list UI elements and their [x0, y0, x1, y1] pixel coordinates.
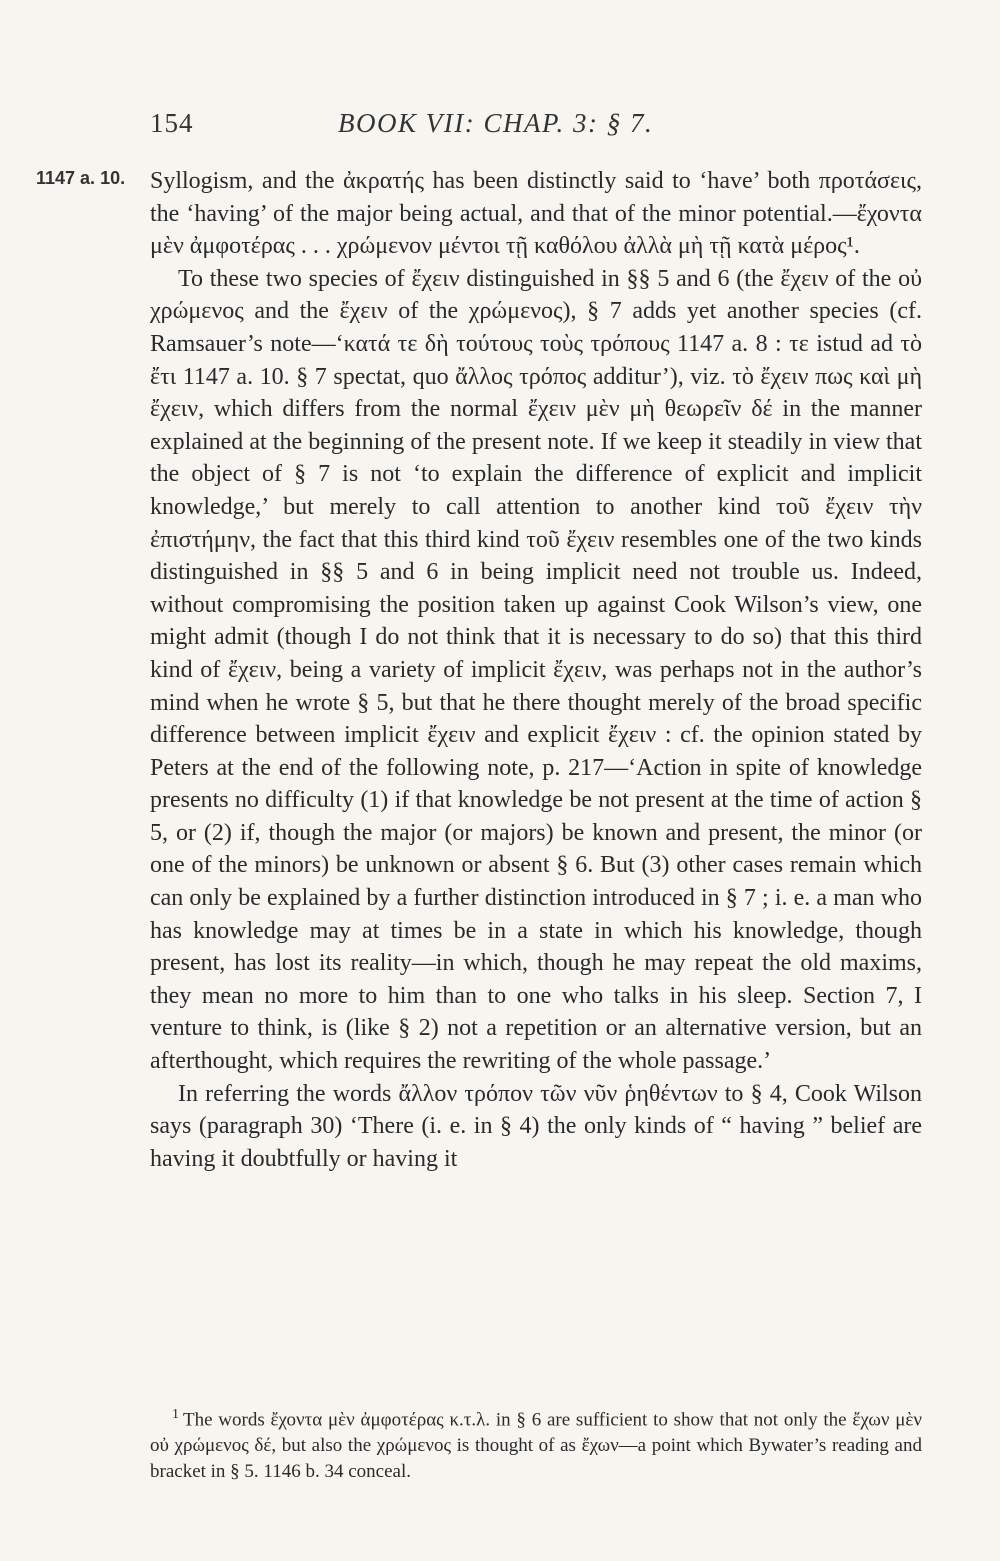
page-number: 154: [150, 108, 194, 138]
commentary-body: [150, 165, 922, 1175]
running-head: BOOK VII: CHAP. 3: § 7.: [338, 108, 654, 138]
footnote-text: The words ἔχοντα μὲν ἀμφοτέρας κ.τ.λ. in § 6 are sufficient to show that not only the ἔχων μὲν οὐ χρώμενος δέ, but also the χρώμενος is thought of as ἔχων—a point which Bywater’s reading and bracket in § 5. 1146 b. 34 conceal.: [150, 1409, 922, 1483]
footnotes: [150, 1402, 922, 1485]
paragraph-continuation: Syllogism, and the ἀκρατής has been distinctly said to ‘have’ both προτάσεις, the ‘having’ of the major being actual, and that of the minor potential.—ἔχοντα μὲν ἀμφοτέρας . . . χρώμενον μέντοι τῇ καθόλου ἀλλὰ μὴ τῇ κατὰ μέρος¹.: [150, 168, 922, 260]
paragraph-cook-wilson: In referring the words ἄλλον τρόπον τῶν νῦν ῥηθέντων to § 4, Cook Wilson says (paragraph 30) ‘There (i. e. in § 4) the only kinds of “ having ” belief are having it doubtfully or having it: [150, 1080, 922, 1172]
margin-reference: 1147 a. 10.: [36, 168, 126, 188]
footnote: [150, 1402, 922, 1485]
paragraph-species-of-having: To these two species of ἔχειν distinguished in §§ 5 and 6 (the ἔχειν of the οὐ χρώμενος and the ἔχειν of the χρώμενος), § 7 adds yet another species (cf. Ramsauer’s note—‘κατά τε δὴ τούτους τοὺς τρόπους 1147 a. 8 : τε istud ad τὸ ἔτι 1147 a. 10. § 7 spectat, quo ἄλλος τρόπος additur’), viz. τὸ ἔχειν πως καὶ μὴ ἔχειν, which differs from the normal ἔχειν μὲν μὴ θεωρεῖν δέ in the manner explained at the beginning of the present note. If we keep it steadily in view that the object of § 7 is not ‘to explain the difference of explicit and implicit knowledge,’ but merely to call attention to another kind τοῦ ἔχειν τὴν ἐπιστήμην, the fact that this third kind τοῦ ἔχειν resembles one of the two kinds distinguished in §§ 5 and 6 in being implicit need not trouble us. Indeed, without compromising the position taken up against Cook Wilson’s view, one might admit (though I do not think that it is necessary to do so) that this third kind of ἔχειν, being a variety of implicit ἔχειν, was perhaps not in the author’s mind when he wrote § 5, but that he there thought merely of the broad specific difference between implicit ἔχειν and explicit ἔχειν : cf. the opinion stated by Peters at the end of the following note, p. 217—‘Action in spite of knowledge presents no difficulty (1) if that knowledge be not present at the time of action § 5, or (2) if, though the major (or majors) be known and present, the minor (or one of the minors) be unknown or absent § 6. But (3) other cases remain which can only be explained by a further distinction introduced in § 7 ; i. e. a man who has knowledge may at times be in a state in which his knowledge, though present, has lost its reality—in which, though he may repeat the old maxims, they mean no more to him than to one who talks in his sleep. Section 7, I venture to think, is (like § 2) not a repetition or an alternative version, but an afterthought, which requires the rewriting of the whole passage.’: [150, 265, 922, 1075]
page-header: [150, 108, 920, 148]
footnote-mark: 1: [172, 1407, 179, 1422]
